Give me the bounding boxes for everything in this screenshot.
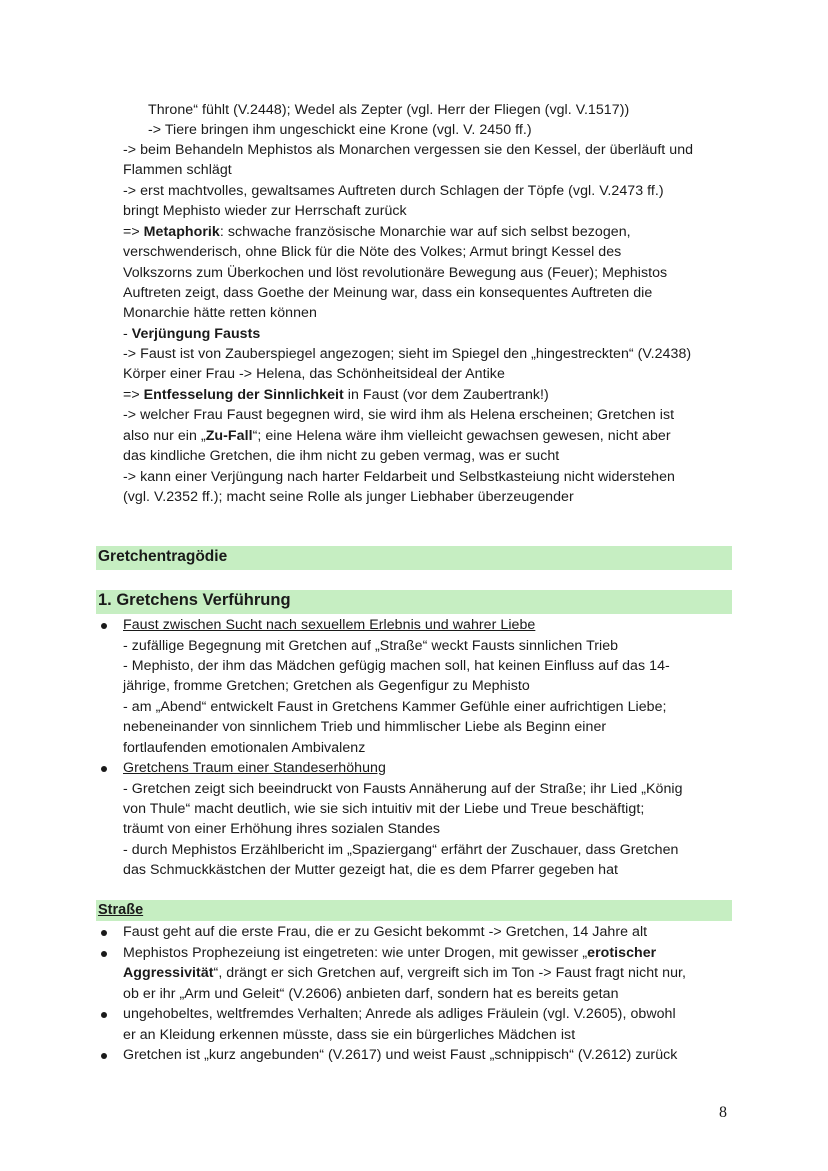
text-line: Auftreten zeigt, dass Goethe der Meinung war, dass ein konsequentes Auftreten die bbox=[123, 285, 653, 301]
text-line: -> Tiere bringen ihm ungeschickt eine Krone (vgl. V. 2450 ff.) bbox=[148, 122, 532, 138]
text-line: von Thule“ macht deutlich, wie sie sich intuitiv mit der Liebe und Treue beschäftigt; bbox=[123, 801, 645, 817]
text-line: - Gretchen zeigt sich beeindruckt von Fausts Annäherung auf der Straße; ihr Lied „König bbox=[123, 781, 683, 797]
text-run: Mephistos Prophezeiung ist eingetreten: wie unter Drogen, mit gewisser „ bbox=[123, 945, 588, 961]
text-run: “; eine Helena wäre ihm vielleicht gewachsen gewesen, nicht aber bbox=[252, 428, 671, 444]
bold-term-erotischer: erotischer bbox=[587, 945, 657, 961]
text-line: - durch Mephistos Erzählbericht im „Spaziergang“ erfährt der Zuschauer, dass Gretchen bbox=[123, 842, 679, 858]
bullet-marker bbox=[101, 1012, 107, 1018]
bold-term-metaphorik: Metaphorik bbox=[143, 224, 220, 240]
text-run: - bbox=[123, 326, 132, 342]
text-line: nebeneinander von sinnlichem Trieb und himmlischer Liebe als Beginn einer bbox=[123, 719, 607, 735]
bullet-marker bbox=[101, 951, 107, 957]
text-line: Gretchen ist „kurz angebunden“ (V.2617) und weist Faust „schnippisch“ (V.2612) zurück bbox=[123, 1047, 678, 1063]
text-line: -> kann einer Verjüngung nach harter Feldarbeit und Selbstkasteiung nicht widerstehen bbox=[123, 469, 675, 485]
text-line: verschwenderisch, ohne Blick für die Nöte des Volkes; Armut bringt Kessel des bbox=[123, 244, 622, 260]
text-line: Throne“ fühlt (V.2448); Wedel als Zepter (vgl. Herr der Fliegen (vgl. V.1517)) bbox=[148, 102, 630, 118]
text-line bbox=[123, 324, 260, 344]
text-line bbox=[123, 222, 631, 242]
text-line: Monarchie hätte retten können bbox=[123, 305, 317, 321]
bold-term-zu-fall: Zu-Fall bbox=[205, 428, 253, 444]
text-line bbox=[123, 943, 656, 963]
text-line: jährige, fromme Gretchen; Gretchen als Gegenfigur zu Mephisto bbox=[123, 678, 530, 694]
bullet-heading: Gretchens Traum einer Standeserhöhung bbox=[123, 760, 386, 776]
text-run: => bbox=[123, 224, 144, 240]
text-run: “, drängt er sich Gretchen auf, vergreift sich im Ton -> Faust fragt nicht nur, bbox=[213, 965, 687, 981]
subsection-heading bbox=[96, 590, 732, 614]
text-line bbox=[123, 426, 671, 446]
text-line: er an Kleidung erkennen müsste, dass sie ein bürgerliches Mädchen ist bbox=[123, 1027, 576, 1043]
bullet-heading: Faust zwischen Sucht nach sexuellem Erlebnis und wahrer Liebe bbox=[123, 617, 536, 633]
text-run: => bbox=[123, 387, 144, 403]
bold-term-entfesselung: Entfesselung der Sinnlichkeit bbox=[143, 387, 344, 403]
text-line bbox=[123, 963, 686, 983]
text-line bbox=[123, 385, 549, 405]
section-title: Gretchentragödie bbox=[98, 548, 228, 565]
text-line: -> beim Behandeln Mephistos als Monarchen vergessen sie den Kessel, der überläuft und bbox=[123, 142, 694, 158]
bullet-marker bbox=[101, 766, 107, 772]
strasse-heading bbox=[96, 900, 732, 921]
text-line: das Schmuckkästchen der Mutter gezeigt hat, die es dem Pfarrer gegeben hat bbox=[123, 862, 619, 878]
text-line: das kindliche Gretchen, die ihm nicht zu geben vermag, was er sucht bbox=[123, 448, 560, 464]
bullet-marker bbox=[101, 623, 107, 629]
text-line: -> Faust ist von Zauberspiegel angezogen; sieht im Spiegel den „hingestreckten“ (V.2438) bbox=[123, 346, 692, 362]
text-line: -> welcher Frau Faust begegnen wird, sie wird ihm als Helena erscheinen; Gretchen ist bbox=[123, 407, 675, 423]
text-line: träumt von einer Erhöhung ihres sozialen Standes bbox=[123, 821, 441, 837]
text-line: Körper einer Frau -> Helena, das Schönheitsideal der Antike bbox=[123, 366, 505, 382]
text-line: fortlaufenden emotionalen Ambivalenz bbox=[123, 740, 366, 756]
text-line: bringt Mephisto wieder zur Herrschaft zurück bbox=[123, 203, 407, 219]
text-line: - zufällige Begegnung mit Gretchen auf „Straße“ weckt Fausts sinnlichen Trieb bbox=[123, 638, 619, 654]
text-line: - Mephisto, der ihm das Mädchen gefügig machen soll, hat keinen Einfluss auf das 14- bbox=[123, 658, 670, 674]
bold-term-verjuengung: Verjüngung Fausts bbox=[131, 326, 261, 342]
text-line: Volkszorns zum Überkochen und löst revolutionäre Bewegung aus (Feuer); Mephistos bbox=[123, 265, 668, 281]
text-line: (vgl. V.2352 ff.); macht seine Rolle als junger Liebhaber überzeugender bbox=[123, 489, 574, 505]
text-run: in Faust (vor dem Zaubertrank!) bbox=[343, 387, 549, 403]
text-run: also nur ein „ bbox=[123, 428, 206, 444]
text-line: ungehobeltes, weltfremdes Verhalten; Anrede als adliges Fräulein (vgl. V.2605), obwohl bbox=[123, 1006, 676, 1022]
bullet-marker bbox=[101, 1053, 107, 1059]
text-line: ob er ihr „Arm und Geleit“ (V.2606) anbieten darf, sondern hat es bereits getan bbox=[123, 986, 619, 1002]
text-line: - am „Abend“ entwickelt Faust in Gretchens Kammer Gefühle einer aufrichtigen Liebe; bbox=[123, 699, 667, 715]
text-line: Flammen schlägt bbox=[123, 162, 232, 178]
strasse-title: Straße bbox=[98, 902, 144, 918]
section-heading bbox=[96, 546, 732, 570]
subsection-title: 1. Gretchens Verführung bbox=[98, 591, 291, 609]
text-run: : schwache französische Monarchie war auf sich selbst bezogen, bbox=[219, 224, 631, 240]
bullet-marker bbox=[101, 930, 107, 936]
text-line: -> erst machtvolles, gewaltsames Auftreten durch Schlagen der Töpfe (vgl. V.2473 ff.) bbox=[123, 183, 664, 199]
page-number: 8 bbox=[719, 1104, 727, 1121]
bold-term-aggressivitaet: Aggressivität bbox=[123, 965, 214, 981]
text-line: Faust geht auf die erste Frau, die er zu Gesicht bekommt -> Gretchen, 14 Jahre alt bbox=[123, 924, 648, 940]
